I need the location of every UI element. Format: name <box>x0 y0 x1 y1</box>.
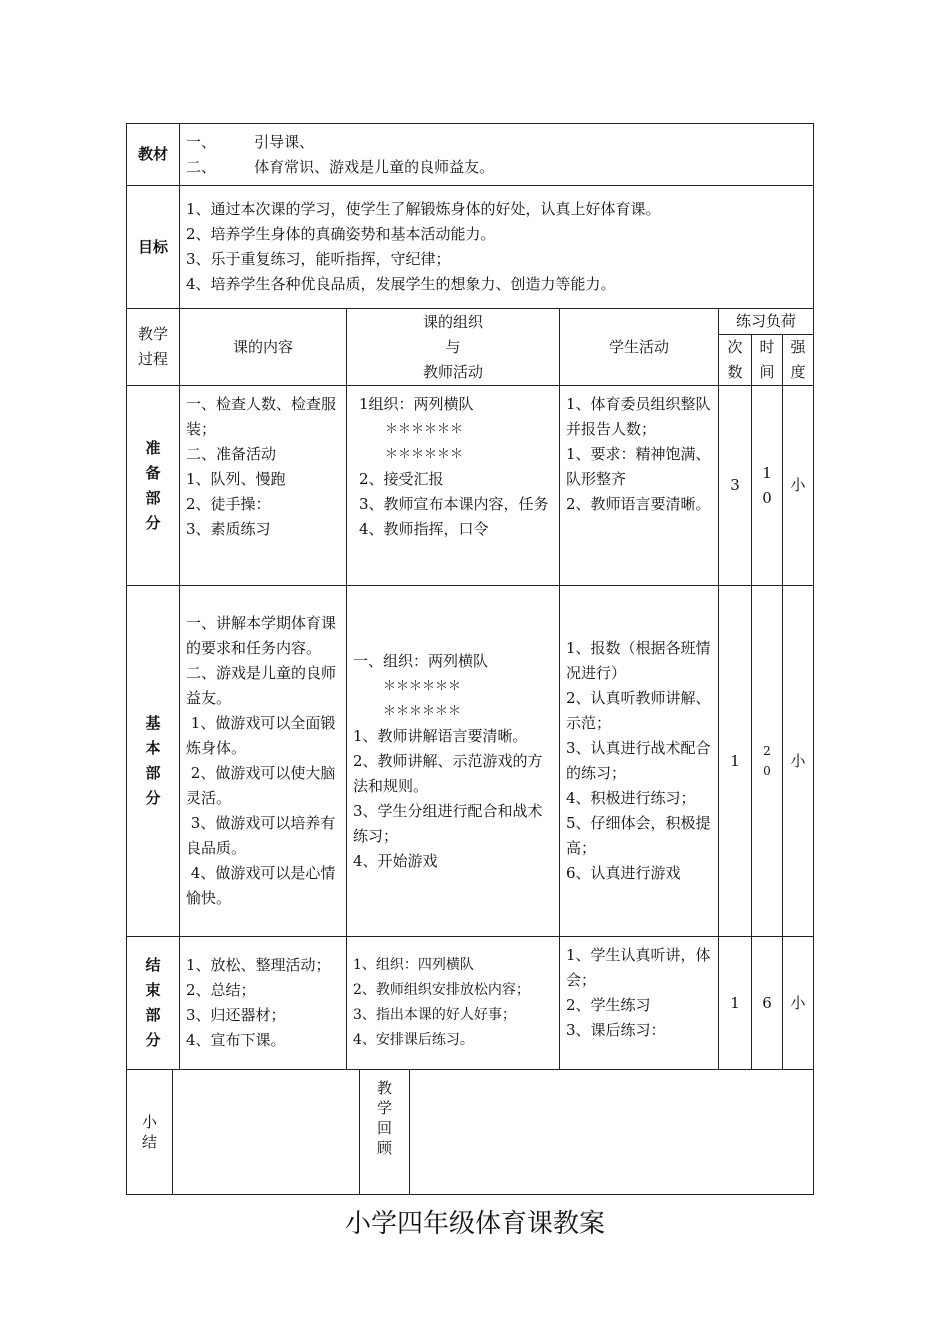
prep-label-char: 准 <box>145 438 161 457</box>
summary-content <box>173 1070 360 1195</box>
materials-line: 二、 体育常识、游戏是儿童的良师益友。 <box>186 157 495 176</box>
end-duration: 6 <box>752 937 783 1070</box>
end-section-label <box>127 937 180 1070</box>
times-header-char: 次 <box>727 338 743 356</box>
end-label-char: 部 <box>145 1006 161 1024</box>
org-header-line: 教师活动 <box>422 362 483 381</box>
prep-label-char: 部 <box>145 488 161 507</box>
prep-student-item: 1、体育委员组织整队并报告人数； <box>566 395 711 438</box>
basic-intensity: 小 <box>783 586 814 937</box>
end-org-item: 1、组织：四列横队 <box>353 957 474 973</box>
materials-line: 一、 引导课、 <box>186 132 315 151</box>
prep-intensity: 小 <box>783 386 814 586</box>
basic-student-item: 3、认真进行战术配合的练习； <box>566 739 711 782</box>
basic-times: 1 <box>719 586 752 937</box>
basic-label-char: 部 <box>145 764 161 782</box>
prep-student-item: 1、要求：精神饱满、队形整齐 <box>566 445 711 488</box>
end-org-item: 3、指出本课的好人好事； <box>353 1007 516 1023</box>
prep-content-item: 二、准备活动 <box>186 445 277 463</box>
basic-content-item: 1、做游戏可以全面锻炼身体。 <box>186 714 336 757</box>
basic-student-item: 4、积极进行练习； <box>566 789 696 807</box>
content-header: 课的内容 <box>180 309 347 386</box>
basic-org-item: 3、学生分组进行配合和战术练习； <box>353 801 543 845</box>
end-content <box>180 937 347 1070</box>
review-content <box>410 1070 814 1195</box>
prep-student-item: 2、教师语言要清晰。 <box>566 495 711 513</box>
basic-content-item: 一、讲解本学期体育课的要求和任务内容。 <box>186 614 337 657</box>
intensity-header-char: 强 <box>790 338 806 356</box>
basic-content-item: 2、做游戏可以使大脑灵活。 <box>186 764 336 807</box>
formation-stars: ＊＊＊＊＊＊ <box>385 422 464 437</box>
org-header <box>347 309 560 386</box>
basic-duration <box>752 586 783 937</box>
basic-content-item: 4、做游戏可以是心情愉快。 <box>186 864 336 907</box>
basic-student-item: 2、认真听教师讲解、示范； <box>566 689 711 732</box>
duration-header <box>752 335 783 386</box>
objectives-row <box>127 186 814 309</box>
basic-org-item: 1、教师讲解语言要清晰。 <box>353 726 528 745</box>
materials-label: 教材 <box>127 124 180 186</box>
basic-label-char: 基 <box>145 714 161 732</box>
end-student-item: 2、学生练习 <box>566 996 651 1014</box>
end-student-item: 1、学生认真听讲，体会； <box>566 946 711 989</box>
prep-content-item: 2、徒手操： <box>186 495 271 513</box>
review-label <box>360 1070 410 1195</box>
footer-row <box>127 1070 814 1195</box>
document-title: 小学四年级体育课教案 <box>344 1209 605 1239</box>
end-label-char: 分 <box>145 1031 161 1049</box>
end-content-item: 2、总结； <box>186 981 256 999</box>
basic-label-char: 本 <box>145 739 161 757</box>
basic-duration-digit: 2 <box>763 744 771 758</box>
load-header: 练习负荷 <box>719 309 814 335</box>
basic-content <box>180 586 347 937</box>
end-times: 1 <box>719 937 752 1070</box>
end-content-item: 3、归还器材； <box>186 1006 286 1024</box>
basic-section-row <box>127 586 814 937</box>
prep-org <box>347 386 560 586</box>
end-content-item: 4、宣布下课。 <box>186 1031 286 1049</box>
prep-org-item: 4、教师指挥，口令 <box>359 520 489 538</box>
summary-label <box>127 1070 173 1195</box>
lesson-plan-sheet <box>126 123 813 1195</box>
basic-content-item: 3、做游戏可以培养有良品质。 <box>186 814 336 857</box>
process-header-line: 过程 <box>137 350 168 368</box>
end-label-char: 结 <box>145 956 161 974</box>
formation-stars: ＊＊＊＊＊＊ <box>383 703 462 719</box>
process-header <box>127 309 180 386</box>
times-header-char: 数 <box>727 363 743 381</box>
prep-content <box>180 386 347 586</box>
prep-student <box>560 386 719 586</box>
basic-org-item: 2、教师讲解、示范游戏的方法和规则。 <box>353 751 543 795</box>
prep-section-row <box>127 386 814 586</box>
prep-duration-digit: 1 <box>762 463 772 482</box>
end-content-item: 1、放松、整理活动； <box>186 956 331 974</box>
prep-times: 3 <box>719 386 752 586</box>
basic-student-item: 1、报数（根据各班情况进行） <box>566 639 711 682</box>
objective-item: 3、乐于重复练习，能听指挥，守纪律； <box>186 250 451 268</box>
basic-duration-digit: 0 <box>763 764 771 778</box>
footer-table <box>126 1069 814 1195</box>
objectives-label: 目标 <box>127 186 180 309</box>
prep-section-label <box>127 386 180 586</box>
prep-content-item: 一、检查人数、检查服装； <box>186 395 337 438</box>
objective-item: 4、培养学生各种优良品质，发展学生的想象力、创造力等能力。 <box>186 275 616 293</box>
intensity-header <box>783 335 814 386</box>
prep-org-item: 1组织：两列横队 <box>359 395 474 413</box>
student-header: 学生活动 <box>560 309 719 386</box>
lesson-plan-table <box>126 123 814 1070</box>
basic-student-item: 5、仔细体会，积极提高； <box>566 814 711 857</box>
end-student <box>560 937 719 1070</box>
prep-label-char: 备 <box>145 463 161 482</box>
org-header-line: 与 <box>445 337 461 356</box>
review-label-char: 回 <box>376 1119 392 1137</box>
materials-content <box>180 124 814 186</box>
basic-student <box>560 586 719 937</box>
basic-org <box>347 586 560 937</box>
objective-item: 2、培养学生身体的真确姿势和基本活动能力。 <box>186 225 496 243</box>
prep-content-item: 3、素质练习 <box>186 520 271 538</box>
duration-header-char: 间 <box>759 363 775 381</box>
formation-stars: ＊＊＊＊＊＊ <box>383 678 462 694</box>
summary-label-char: 小 <box>141 1113 157 1131</box>
basic-content-item: 二、游戏是儿童的良师益友。 <box>186 664 337 707</box>
objective-item: 1、通过本次课的学习，使学生了解锻炼身体的好处，认真上好体育课。 <box>186 200 661 218</box>
duration-header-char: 时 <box>759 338 775 356</box>
summary-label-char: 结 <box>141 1133 157 1151</box>
basic-org-item: 4、开始游戏 <box>353 851 438 870</box>
review-label-char: 学 <box>376 1099 392 1117</box>
objectives-content <box>180 186 814 309</box>
formation-stars: ＊＊＊＊＊＊ <box>385 447 464 462</box>
materials-row <box>127 124 814 186</box>
end-org <box>347 937 560 1070</box>
prep-label-char: 分 <box>145 513 161 532</box>
prep-org-item: 3、教师宣布本课内容，任务 <box>359 495 549 513</box>
end-org-item: 4、安排课后练习。 <box>353 1032 474 1048</box>
intensity-header-char: 度 <box>790 363 806 381</box>
review-label-char: 教 <box>376 1079 392 1097</box>
end-label-char: 束 <box>145 981 161 999</box>
basic-org-item: 一、组织：两列横队 <box>353 651 489 670</box>
review-label-char: 顾 <box>376 1139 392 1157</box>
prep-org-item: 2、接受汇报 <box>359 470 444 488</box>
times-header <box>719 335 752 386</box>
basic-section-label <box>127 586 180 937</box>
end-org-item: 2、教师组织安排放松内容； <box>353 982 530 998</box>
end-section-row <box>127 937 814 1070</box>
org-header-line: 课的组织 <box>422 312 483 331</box>
end-student-item: 3、课后练习： <box>566 1021 666 1039</box>
prep-duration <box>752 386 783 586</box>
process-header-line: 教学 <box>137 325 168 343</box>
header-row <box>127 309 814 335</box>
end-intensity: 小 <box>783 937 814 1070</box>
prep-duration-digit: 0 <box>762 488 772 507</box>
basic-student-item: 6、认真进行游戏 <box>566 864 681 882</box>
prep-content-item: 1、队列、慢跑 <box>186 470 286 488</box>
basic-label-char: 分 <box>145 789 161 807</box>
